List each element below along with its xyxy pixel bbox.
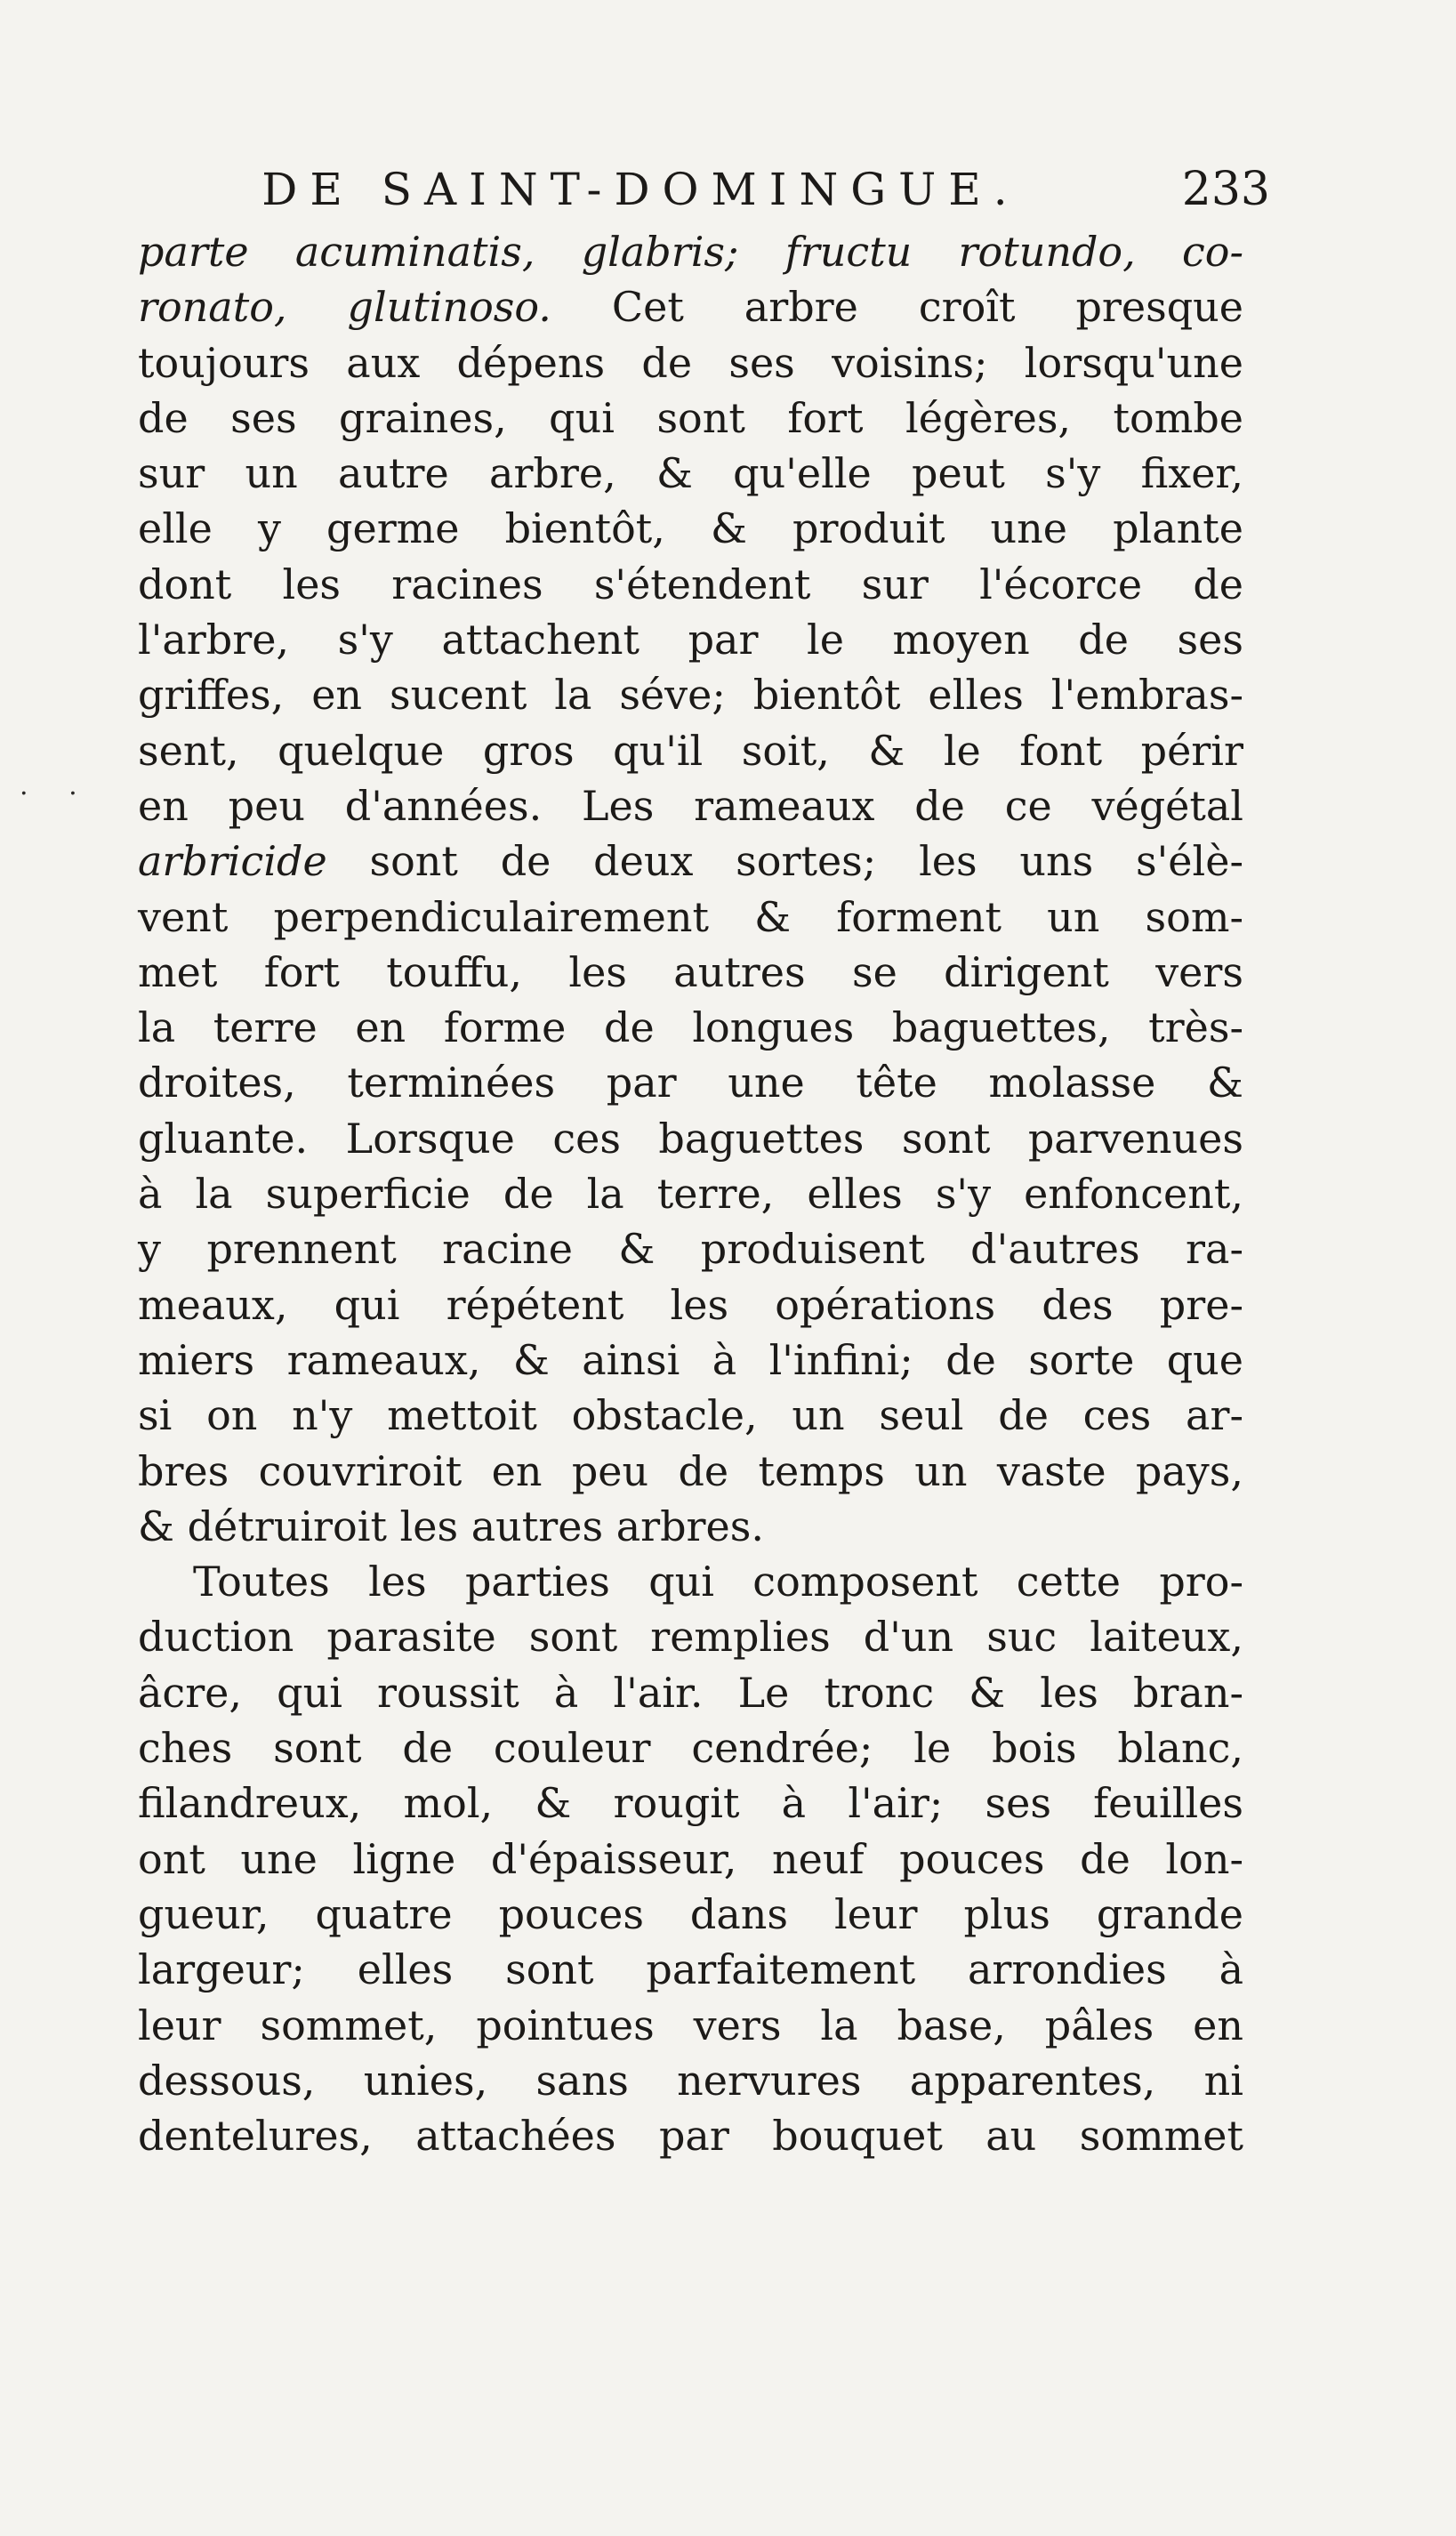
text-line: vent perpendiculairement & forment un som-: [138, 892, 1243, 941]
text-line: ont une ligne d'épaisseur, neuf pouces de lon-: [138, 1834, 1243, 1883]
text-line: duction parasite sont remplies d'un suc laiteux,: [138, 1613, 1243, 1662]
line-text: Cet arbre croît presque: [551, 283, 1244, 332]
text-line: sur un autre arbre, & qu'elle peut s'y fixer,: [138, 449, 1243, 498]
text-line: si on n'y mettoit obstacle, un seul de ces ar-: [138, 1391, 1243, 1440]
text-line: âcre, qui roussit à l'air. Le tronc & les bran-: [138, 1668, 1243, 1717]
text-line: griffes, en sucent la séve; bientôt elles l'embras-: [138, 671, 1243, 720]
text-line: toujours aux dépens de ses voisins; lorsqu'une: [138, 338, 1243, 387]
line-text: sont de deux sortes; les uns s'élè-: [326, 837, 1243, 886]
text-line: dont les racines s'étendent sur l'écorce de: [138, 560, 1243, 608]
text-line: miers rameaux, & ainsi à l'infini; de sorte que: [138, 1335, 1243, 1384]
text-line: & détruiroit les autres arbres.: [138, 1501, 764, 1550]
body-text: [138, 224, 1243, 2163]
text-line: bres couvriroit en peu de temps un vaste pays,: [138, 1446, 1243, 1495]
text-line: leur sommet, pointues vers la base, pâles en: [138, 2001, 1243, 2049]
page-header: [194, 158, 1270, 221]
text-line: en peu d'années. Les rameaux de ce végétal: [138, 781, 1243, 830]
text-line: [138, 279, 1243, 334]
text-line: y prennent racine & produisent d'autres ra-: [138, 1225, 1243, 1274]
italic-term: arbricide: [138, 837, 327, 886]
text-line: filandreux, mol, & rougit à l'air; ses feuilles: [138, 1779, 1243, 1828]
margin-mark: . .: [20, 770, 93, 801]
running-head: DE SAINT-DOMINGUE.: [261, 164, 1020, 215]
text-line: [138, 833, 1243, 889]
text-line: de ses graines, qui sont fort légères, tombe: [138, 393, 1243, 442]
text-line: largeur; elles sont parfaitement arrondies à: [138, 1945, 1243, 1994]
text-line: meaux, qui répétent les opérations des pre-: [138, 1280, 1243, 1329]
text-line: ches sont de couleur cendrée; le bois blanc,: [138, 1724, 1243, 1773]
text-line: dentelures, attachées par bouquet au sommet: [138, 2112, 1243, 2161]
text-line: met fort touffu, les autres se dirigent vers: [138, 947, 1243, 996]
text-line: la terre en forme de longues baguettes, très-: [138, 1003, 1243, 1052]
text-line: gluante. Lorsque ces baguettes sont parvenues: [138, 1114, 1243, 1163]
text-line: dessous, unies, sans nervures apparentes, ni: [138, 2056, 1243, 2105]
text-line: elle y germe bientôt, & produit une plante: [138, 504, 1243, 553]
text-line: [138, 224, 1243, 279]
latin-text: ronato, glutinoso.: [138, 283, 551, 332]
text-line: droites, terminées par une tête molasse &: [138, 1059, 1243, 1107]
paragraph-start-line: Toutes les parties qui composent cette pro-: [193, 1558, 1243, 1606]
page-number: 233: [1181, 163, 1270, 216]
text-line: gueur, quatre pouces dans leur plus grande: [138, 1889, 1243, 1938]
text-line: à la superficie de la terre, elles s'y enfoncent,: [138, 1170, 1243, 1219]
text-line: l'arbre, s'y attachent par le moyen de ses: [138, 616, 1243, 664]
latin-text: parte acuminatis, glabris; fructu rotundo, co-: [138, 228, 1243, 276]
text-line: sent, quelque gros qu'il soit, & le font périr: [138, 726, 1243, 775]
